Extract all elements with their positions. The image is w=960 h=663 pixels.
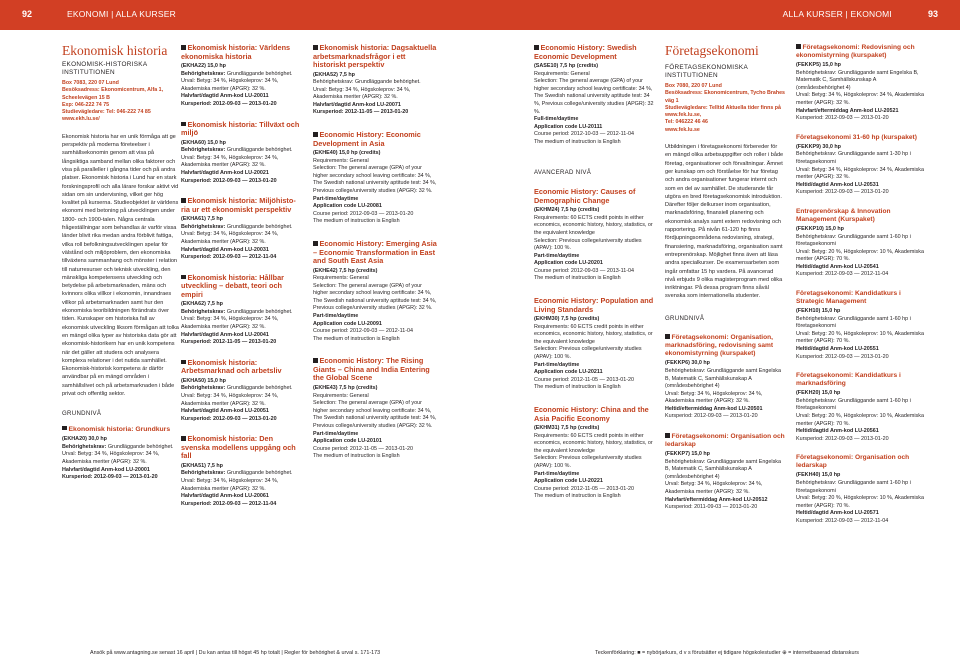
course-title: Ekonomisk historia: Hållbar utveckling – debatt, teori och empiri (181, 274, 302, 300)
course-selection: Urval: Betyg: 20 %, Högskoleprov: 10 %, Akademiska meriter (APGR): 70 %. (796, 413, 924, 427)
section-title: Ekonomisk historia (62, 43, 168, 58)
column-foretagsekonomi-courses (796, 44, 924, 535)
course-application: Halvfart/dagtid Anm-kod LU-20031 (181, 246, 269, 253)
course-entry (181, 197, 302, 262)
contact-address: Box 7083, 220 07 Lund Besöksadress: Ekonomicentrum, Alfa 1, Scheelevägen 15 B Exp: 046-222 74 75 Studievägledare: Tel: 046-222 74 85 www.ekh.lu.se/ (62, 80, 164, 123)
course-code: (FEKKP7) 15,0 hp (665, 451, 710, 458)
course-title: Economic History: Economic Development in Asia (313, 131, 437, 148)
course-eligibility: Behörighetskrav: Grundläggande samt 1-30 hp i företagsekonomi (796, 151, 911, 165)
course-requirements: Requirements: General (313, 392, 369, 399)
course-application: Heltid/eftermiddag Anm-kod LU-20501 (665, 405, 763, 412)
course-code: (EKHA51) 7,5 hp (181, 462, 223, 469)
course-eligibility: Behörighetskrav: Grundläggande samt 1-60 hp i företagsekonomi (796, 397, 911, 412)
course-entry (796, 290, 924, 361)
course-application: Part-time/daytime Application code LU-20221 (534, 470, 603, 485)
course-title: Ekonomisk historia: Arbetsmarknad och arbetsliv (181, 359, 302, 376)
column-ekonomisk-historia-courses (181, 44, 302, 517)
course-title: Economic History: The Rising Giants – China and India Entering the Global Scene (313, 357, 437, 383)
course-period: Kursperiod: 2012-09-03 — 2013-01-20 (796, 189, 889, 196)
course-selection: Urval: Betyg: 34 %, Högskoleprov: 34 %, Akademiska meriter (APGR): 32 %. (181, 316, 279, 330)
course-code: (EKHE40) 15,0 hp (credits) (313, 150, 381, 157)
course-code: (EKHE43) 7,5 hp (credits) (313, 384, 378, 391)
course-entry (313, 131, 437, 226)
column-economic-history-asia (313, 44, 437, 470)
course-code: (EKHA52) 7,5 hp (313, 71, 355, 78)
course-title: Economic History: China and the Asia Pacific Economy (534, 405, 649, 423)
course-entry (181, 435, 302, 508)
page-header (0, 0, 960, 30)
course-title: Economic History: Population and Living Standards (534, 296, 654, 314)
course-selection: Selection: Previous college/university studies (APAV): 100 %. (534, 346, 642, 361)
course-selection: Urval: Betyg: 34 %, Högskoleprov: 34 %, Akademiska meriter (APGR): 32 %. (313, 86, 411, 101)
course-code: (FEKH20) 15,0 hp (796, 390, 841, 397)
course-selection: Urval: Betyg: 34 %, Högskoleprov: 34 %, Akademiska meriter (APGR): 32 %. (181, 78, 279, 92)
level-heading: GRUNDNIVÅ (62, 410, 102, 418)
course-requirements: Requirements: 60 ECTS credit points in either economics, economic history, history, statistics, or the equivalent knowledge (534, 214, 653, 236)
course-eligibility: Behörighetskrav: Grundläggande samt 1-60 hp i företagsekonomi (796, 233, 911, 248)
column-ekonomisk-historia-intro (62, 44, 180, 491)
course-entry (796, 208, 924, 279)
course-application: Heltid/dagtid Anm-kod LU-20561 (796, 428, 879, 435)
course-entry (534, 188, 654, 283)
course-eligibility: Behörighetskrav: Grundläggande behörighet. (181, 223, 293, 230)
course-title: Ekonomisk historia: Grundkurs (62, 426, 180, 434)
section-title: Företagsekonomi (665, 43, 759, 58)
course-period: Course period: 2012-11-05 — 2013-01-20 The medium of instruction is English (313, 445, 413, 460)
course-code: (FEKKP6) 30,0 hp (665, 360, 710, 367)
column-foretagsekonomi-intro (665, 44, 785, 521)
column-economic-history-swedish-advanced (534, 44, 654, 510)
header-left-title: EKONOMI | ALLA KURSER (67, 9, 176, 19)
intro-paragraph: Utbildningen i företagsekonomi förbereder för en mängd olika arbetsuppgifter och roller i både företag, organisationer och förvaltningar. Ämnet ger kunskap om och förståelse för hur företag och andra organisationer fungerar internt och som en del av samhället. De studerande får utgöra en bred företagsekonomisk introduktion. Därefter följer delkurser inom organisation, marknadsföring, finansiell planering och ekonomisk analys samt extern redovisning och rapportering. På nivån 61-120 hp finns fördjupningsområdena redovisning, strategi, finansiering, marknadsföring, organisation samt entreprenörskap. Möjlighet finns även att läsa andra specialkurser. De examensarbeten som ingår omfattar 15 hp vardera. På avancerad nivå erbjuds 9 olika magisterprogram med olika inriktningar. På dessa program finns såväl svenska som internationella studenter. (665, 144, 784, 300)
course-period: Kursperiod: 2012-09-03 — 2013-01-20 (796, 353, 889, 360)
course-code: (EKHA62) 7,5 hp (181, 301, 223, 308)
course-application: Part-time/daytime Application code LU-20101 (313, 430, 382, 445)
course-application: Heltid/dagtid Anm-kod LU-20571 (796, 510, 879, 517)
course-title: Företagsekonomi 31-60 hp (kurspaket) (796, 133, 917, 141)
course-selection: Urval: Betyg: 34 %, Högskoleprov: 34 %, Akademiska meriter (APGR): 32 %. (181, 231, 279, 245)
course-requirements: Requirements: General (313, 275, 369, 282)
course-entry (313, 357, 437, 460)
course-selection: Selection: Previous college/university studies (APAV): 100 %. (534, 237, 642, 252)
course-period: Kursperiod: 2012-09-03 — 2012-11-04 (181, 254, 277, 261)
page-number-right: 93 (927, 9, 938, 19)
course-eligibility: Behörighetskrav: Grundläggande behörighet. (181, 147, 293, 154)
course-title: Företagsekonomi: Kandidatkurs i Strategic Management (796, 290, 901, 306)
course-period: Kursperiod: 2012-11-05 — 2013-01-20 (313, 109, 409, 116)
course-eligibility: Behörighetskrav: Grundläggande behörighet. (181, 385, 293, 392)
course-entry (534, 297, 654, 392)
course-period: Kursperiod: 2012-09-03 — 2012-11-04 (796, 271, 889, 278)
course-period: Kursperiod: 2012-09-03 — 2013-01-20 (181, 415, 277, 422)
course-entry (796, 454, 924, 525)
course-application: Part-time/daytime Application code LU-20091 (313, 313, 382, 327)
course-code: (EKHA20) 30,0 hp (62, 436, 107, 443)
course-entry (796, 134, 924, 197)
course-period: Kursperiod: 2011-09-03 — 2013-01-20 (665, 504, 758, 511)
course-selection: Selection: The general average (GPA) of your higher secondary school leaving certificate: 34 %, The Swedish national university aptitude test: 34 %, Previous college/university studies (APGR): 32 %. (313, 282, 437, 312)
course-eligibility: Behörighetskrav: Grundläggande behörighet. (181, 70, 293, 77)
course-code: (EKHM30) 7,5 hp (credits) (534, 316, 600, 323)
course-title: Ekonomisk historia: Världens ekonomiska historia (181, 44, 302, 61)
course-application: Halvfart/dagtid Anm-kod LU-20071 (313, 101, 401, 108)
course-eligibility: Behörighetskrav: Grundläggande samt 1-60 hp i företagsekonomi (796, 315, 911, 330)
course-application: Halvfart/dagtid Anm-kod LU-20021 (181, 169, 269, 176)
course-application: Part-time/daytime Application code LU-20201 (534, 252, 603, 267)
course-application: Heltid/dagtid Anm-kod LU-20551 (796, 346, 879, 353)
course-period: Kursperiod: 2012-09-03 — 2013-01-20 (665, 413, 758, 420)
course-entry (796, 44, 924, 123)
course-requirements: Requirements: 60 ECTS credit points in either economics, economic history, history, statistics, or the equivalent knowledge (534, 432, 653, 454)
course-eligibility: Behörighetskrav: Grundläggande samt Engelska B, Matematik C, Samhällskunskap A (områdesbehörighet 4) (665, 367, 781, 390)
course-selection: Selection: The general average (GPA) of your higher secondary school leaving certificate: 34 %, The Swedish national university aptitude test: 34 %, Previous college/university studies (APGR): 32 %. (534, 78, 654, 115)
contact-address: Box 7080, 220 07 Lund Besöksadress: Ekonomicentrum, Tycho Brahes väg 1 Studievägledare: Telltid Aktuella tider finns på www.fek.lu.se, Tel: 046222 46 46 www.fek.lu.se (665, 83, 786, 133)
course-period: Kursperiod: 2012-09-03 — 2012-11-04 (181, 500, 277, 507)
footer-application-info: Ansök på www.antagning.se senast 16 april | Du kan antas till högst 45 hp totalt | Regler för behörighet & urval s. 171-173 (90, 650, 381, 656)
course-period: Kursperiod: 2012-09-03 — 2012-11-04 (796, 517, 889, 524)
level-heading: AVANCERAD NIVÅ (534, 168, 592, 176)
course-title: Företagsekonomi: Organisation, marknadsföring, redovisning samt ekonomistyrning (kurspaket) (665, 334, 785, 358)
course-title: Economic History: Swedish Economic Development (534, 44, 654, 61)
intro-paragraph: Ekonomisk historia har en unik förmåga att ge perspektiv på moderna företeelser i samhällsekonomin genom att visa på långsiktiga samband mellan olika faktorer och visa på paralleller i gångna tider och på andra platser. Ekonomisk historia i Lund har en stark forskningsprofil och alla lärare forskar aktivt vid sidan om sin undervisning, vilket ger hög kvalitet på kurserna. Studieobjektet är världens ekonomi med betoning på utvecklingen under 1800- och 1900-talen. Några centrala frågeställningar som behandlas är varför vissa länder blivit rika medan andra förblivit fattiga, vilka roll befolkningsutvecklingen spelar för välstånd och miljöproblem, den ekonomiska tillväxtens sammanhang och mönster i relation till naturresurser och teknisk utveckling, den mänskliga kompetensens utveckling och betydelse på arbetsmarknaden, mäns och kvinnors olika villkor i ekonomin, innandraes villkor på arbetsmarknaden samt hur den ekonomiska teoribildningen förändrats över tiden. Kunskaper om historiska fall av ekonomisk utveckling liksom förmågan att tolka en mängd olika typer av historiska data gör att ekonomisk-historikern har en unik kompetens när det gäller att studera och analysera komplexa relationer i det nutida samhället. Ekonomisk-historisk kompetens är därför användbar på en mängd områden i samhällslivet och på arbetsmarknaden i både privat och offentlig sektor. (62, 133, 179, 397)
course-selection: Urval: Betyg: 34 %, Högskoleprov: 34 %, Akademiska meriter (APGR): 32 %. (665, 481, 763, 496)
course-application: Part-time/daytime Application code LU-20081 (313, 195, 382, 210)
course-selection: Selection: Previous college/university studies (APAV): 100 %. (534, 455, 642, 469)
course-requirements: Requirements: General (534, 70, 590, 77)
course-entry (313, 240, 437, 343)
course-period: Kursperiod: 2012-09-03 — 2013-01-20 (62, 474, 158, 481)
institution-name: EKONOMISK-HISTORISKA INSTITUTIONEN (62, 61, 148, 76)
course-code: (FEKKP9) 30,0 hp (796, 143, 841, 150)
course-selection: Urval: Betyg: 34 %, Högskoleprov: 34 %, Akademiska meriter (APGR): 32 %. (796, 166, 924, 181)
course-code: (FEKKP5) 15,0 hp (796, 62, 841, 68)
course-selection: Urval: Betyg: 20 %, Högskoleprov: 10 %, Akademiska meriter (APGR): 70 %. (796, 330, 924, 345)
course-period: Course period: 2012-11-05 — 2013-01-20 The medium of instruction is English (534, 376, 634, 391)
course-code: (EKHM31) 7,5 hp (credits) (534, 425, 600, 431)
course-requirements: Requirements: General (313, 157, 369, 164)
course-code: (EKHA50) 15,0 hp (181, 377, 226, 384)
course-code: (EKHA61) 7,5 hp (181, 216, 223, 223)
course-period: Course period: 2012-09-03 — 2013-01-20 The medium of instruction is English (313, 210, 414, 225)
course-application: Halvfart/eftermiddag Anm-kod LU-20512 (665, 496, 768, 503)
course-eligibility: Behörighetskrav: Grundläggande behörighet. (62, 443, 174, 450)
course-code: (EKHA60) 15,0 hp (181, 139, 226, 146)
page-number-left: 92 (22, 9, 33, 19)
course-entry (534, 406, 654, 501)
course-application: Halvfart/dagtid Anm-kod LU-20061 (181, 493, 269, 500)
course-period: Kursperiod: 2012-09-03 — 2013-01-20 (796, 435, 889, 442)
course-title: Ekonomisk historia: Tillväxt och miljö (181, 121, 302, 138)
course-application: Halvfart/dagtid Anm-kod LU-20011 (181, 93, 269, 100)
course-period: Course period: 2012-11-05 — 2013-01-20 The medium of instruction is English (534, 485, 634, 500)
course-requirements: Requirements: 60 ECTS credit points in either economics, economic history, history, statistics, or the equivalent knowledge (534, 323, 653, 345)
course-period: Kursperiod: 2012-09-03 — 2013-01-20 (181, 177, 277, 184)
course-application: Heltid/dagtid Anm-kod LU-20531 (796, 181, 879, 188)
course-code: (EKHM24) 7,5 hp (credits) (534, 207, 600, 214)
course-eligibility: Behörighetskrav: Grundläggande samt 1-60 hp i företagsekonomi (796, 479, 911, 494)
course-entry (181, 121, 302, 186)
course-entry (181, 359, 302, 424)
course-period: Kursperiod: 2012-09-03 — 2013-01-20 (796, 115, 889, 122)
course-title: Economic History: Emerging Asia – Economic Transformation in East and South East Asia (313, 239, 437, 265)
course-period: Course period: 2012-09-03 — 2012-11-04 The medium of instruction is English (313, 328, 413, 342)
course-application: Halvfart/dagtid Anm-kod LU-20051 (181, 408, 269, 415)
course-application: Heltid/dagtid Anm-kod LU-20541 (796, 263, 879, 270)
course-eligibility: Behörighetskrav: Grundläggande behörighet. (181, 308, 293, 315)
course-entry (62, 426, 180, 482)
course-title: Ekonomisk historia: Miljöhistoria ur ett ekonomiskt perspektiv (181, 197, 302, 214)
course-title: Företagsekonomi: Kandidatkurs i marknadsföring (796, 372, 901, 388)
course-selection: Urval: Betyg: 34 %, Högskoleprov: 34 %, Akademiska meriter (APGR): 32 %. (181, 478, 279, 492)
course-title: Företagsekonomi: Organisation och ledarskap (796, 454, 910, 470)
course-code: (SASE10) 7,5 hp (credits) (534, 63, 599, 69)
course-title: Ekonomisk historia: Dagsaktuella arbetsmarknadsfrågor i ett historiskt perspektiv (313, 43, 437, 69)
course-code: (FEKH10) 15,0 hp (796, 308, 841, 315)
course-selection: Urval: Betyg: 34 %, Högskoleprov: 34 %, Akademiska meriter (APGR): 32 %. (796, 92, 924, 106)
course-eligibility: Behörighetskrav: Grundläggande behörighet. (181, 470, 293, 477)
course-code: (EKHE42) 7,5 hp (credits) (313, 267, 378, 274)
course-code: (FEKKP10) 15,0 hp (796, 225, 844, 232)
course-title: Entreprenörskap & Innovation Management (Kurspaket) (796, 207, 891, 223)
course-entry (796, 372, 924, 443)
course-period: Kursperiod: 2012-09-03 — 2013-01-20 (181, 100, 277, 107)
institution-name: FÖRETAGSEKONOMISKA INSTITUTIONEN (665, 64, 748, 79)
course-application: Full-time/daytime Application code LU-20111 (534, 116, 603, 130)
course-title: Företagsekonomi: Redovisning och ekonomistyrning (kurspaket) (796, 44, 924, 60)
course-eligibility: Behörighetskrav: Grundläggande samt Engelska B, Matematik C, Samhällskunskap A (områdesbehörighet 4) (665, 458, 781, 480)
course-application: Halvfart/dagtid Anm-kod LU-20041 (181, 331, 269, 338)
course-period: Course period: 2012-10-03 — 2012-11-04 The medium of instruction is English (534, 131, 634, 145)
course-selection: Urval: Betyg: 20 %, Högskoleprov: 10 %, Akademiska meriter (APGR): 70 %. (796, 495, 924, 509)
level-heading: GRUNDNIVÅ (665, 314, 705, 322)
course-selection: Selection: The general average (GPA) of your higher secondary school leaving certificate: 34 %, The Swedish national university aptitude test: 34 %, Previous college/university studies (APGR): 32 %. (313, 165, 437, 195)
course-selection: Urval: Betyg: 34 %, Högskoleprov: 34 %, Akademiska meriter (APGR): 32 %. (62, 451, 160, 465)
course-entry (313, 44, 437, 117)
footer-legend: Teckenförklaring: ■ = nybörjarkurs, d v s förutsätter ej tidigare högskolestudier ⊕ = internetbaserad distanskurs (595, 650, 859, 656)
course-selection: Urval: Betyg: 34 %, Högskoleprov: 34 %, Akademiska meriter (APGR): 32 %. (665, 390, 763, 405)
course-entry (665, 433, 785, 512)
course-period: Kursperiod: 2012-11-05 — 2013-01-20 (181, 339, 277, 346)
header-right-title: ALLA KURSER | EKONOMI (782, 9, 892, 19)
course-selection: Urval: Betyg: 20 %, Högskoleprov: 10 %, Akademiska meriter (APGR): 70 %. (796, 248, 924, 263)
course-code: (EKHA22) 15,0 hp (181, 63, 226, 69)
course-entry (181, 274, 302, 347)
course-title: Economic History: Causes of Demographic Change (534, 187, 636, 205)
course-application: Halvfart/dagtid Anm-kod LU-20001 (62, 466, 150, 473)
course-title: Företagsekonomi: Organisation och ledarskap (665, 433, 785, 449)
course-selection: Urval: Betyg: 34 %, Högskoleprov: 34 %, Akademiska meriter (APGR): 32 %. (181, 154, 279, 169)
course-eligibility: Behörighetskrav: Grundläggande samt Engelska B, Matematik C, Samhällskunskap A (områdesbehörighet 4) (796, 69, 919, 91)
course-entry (181, 44, 302, 109)
course-selection: Selection: The general average (GPA) of your higher secondary school leaving certificate: 34 %, The Swedish national university aptitude test: 34 %, Previous college/university studies (APGR): 32 %. (313, 400, 437, 429)
course-requirements: Behörighetskrav: Grundläggande behörighet. (313, 79, 421, 86)
course-title: Ekonomisk historia: Den svenska modellens uppgång och fall (181, 435, 302, 461)
course-selection: Urval: Betyg: 34 %, Högskoleprov: 34 %, Akademiska meriter (APGR): 32 %. (181, 392, 279, 407)
course-period: Course period: 2012-09-03 — 2013-11-04 The medium of instruction is English (534, 267, 634, 282)
course-code: (FEKH40) 15,0 hp (796, 472, 841, 479)
course-application: Part-time/daytime Application code LU-20211 (534, 361, 603, 376)
course-entry (665, 334, 785, 421)
course-entry (534, 44, 654, 147)
course-application: Halvfart/eftermiddag Anm-kod LU-20521 (796, 107, 899, 114)
